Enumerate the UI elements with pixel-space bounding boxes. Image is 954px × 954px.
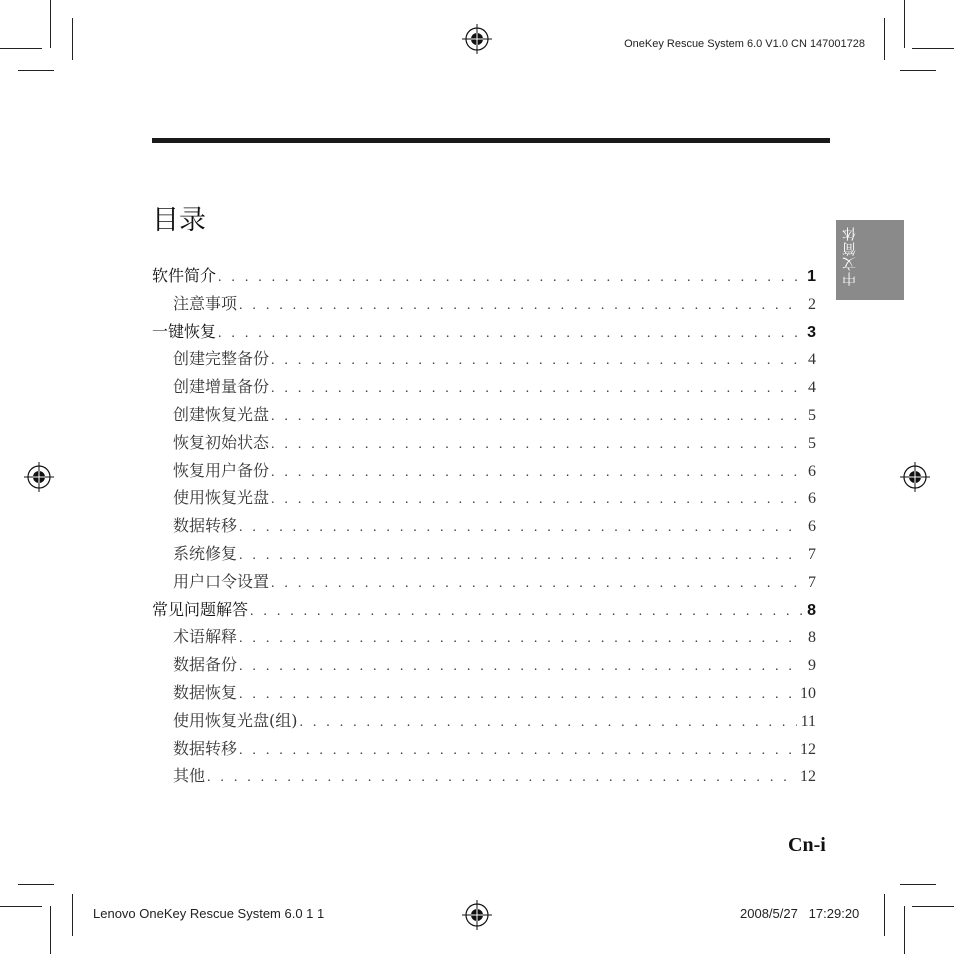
- toc-entry-page: 6: [808, 518, 816, 536]
- toc-dot-leader: [218, 264, 802, 292]
- crop-mark: [904, 906, 905, 954]
- crop-mark: [18, 70, 54, 71]
- toc-entry[interactable]: [152, 762, 816, 790]
- toc-entry[interactable]: [152, 679, 816, 707]
- toc-entry-page: 4: [808, 351, 816, 369]
- toc-dot-leader: [239, 737, 796, 765]
- toc-entry-page: 5: [808, 406, 816, 424]
- registration-mark-icon: [900, 462, 930, 492]
- crop-mark: [904, 0, 905, 48]
- registration-mark-icon: [24, 462, 54, 492]
- page-title: 目录: [152, 205, 206, 236]
- registration-mark-icon: [462, 24, 492, 54]
- crop-mark: [50, 0, 51, 48]
- toc-entry-page: 4: [808, 379, 816, 397]
- crop-mark: [72, 18, 73, 60]
- toc-entry[interactable]: [152, 540, 816, 568]
- toc-entry-label: 数据转移: [173, 738, 238, 758]
- toc-entry-page: 11: [800, 712, 816, 730]
- toc-entry-label: 其他: [173, 766, 206, 786]
- crop-mark: [912, 906, 954, 907]
- toc-entry[interactable]: [152, 429, 816, 457]
- toc-entry-page: 3: [807, 323, 816, 341]
- toc-entry[interactable]: [152, 512, 816, 540]
- crop-mark: [884, 18, 885, 60]
- toc-entry-label: 创建恢复光盘: [173, 404, 270, 424]
- toc-dot-leader: [239, 514, 802, 542]
- toc-dot-leader: [271, 431, 802, 459]
- toc-entry[interactable]: [152, 262, 816, 290]
- toc-entry-page: 7: [808, 545, 816, 563]
- table-of-contents: [152, 262, 816, 790]
- toc-entry-label: 常见问题解答: [152, 599, 249, 619]
- toc-entry-label: 数据备份: [173, 655, 238, 675]
- toc-entry-page: 12: [800, 740, 816, 758]
- toc-entry-label: 数据恢复: [173, 682, 238, 702]
- toc-entry-page: 6: [808, 462, 816, 480]
- toc-entry[interactable]: [152, 623, 816, 651]
- toc-entry-page: 5: [808, 434, 816, 452]
- toc-entry-label: 术语解释: [173, 627, 238, 647]
- toc-dot-leader: [271, 403, 802, 431]
- registration-mark-icon: [462, 900, 492, 930]
- toc-entry[interactable]: [152, 735, 816, 763]
- crop-mark: [0, 906, 42, 907]
- footer-file-info: Lenovo OneKey Rescue System 6.0 1 1: [93, 906, 325, 921]
- toc-entry[interactable]: [152, 568, 816, 596]
- toc-dot-leader: [271, 375, 802, 403]
- toc-entry[interactable]: [152, 345, 816, 373]
- toc-dot-leader: [271, 459, 802, 487]
- toc-dot-leader: [271, 486, 802, 514]
- toc-entry-label: 软件简介: [152, 266, 217, 285]
- toc-entry[interactable]: [152, 484, 816, 512]
- crop-mark: [72, 894, 73, 936]
- toc-entry-page: 8: [808, 629, 816, 647]
- crop-mark: [50, 906, 51, 954]
- toc-entry[interactable]: [152, 651, 816, 679]
- toc-dot-leader: [239, 292, 802, 320]
- toc-entry-label: 使用恢复光盘(组): [173, 710, 298, 730]
- toc-dot-leader: [239, 681, 796, 709]
- toc-entry[interactable]: [152, 596, 816, 624]
- toc-dot-leader: [239, 542, 802, 570]
- toc-entry-label: 用户口令设置: [173, 571, 270, 591]
- toc-dot-leader: [207, 764, 796, 792]
- toc-dot-leader: [239, 625, 802, 653]
- toc-entry-label: 数据转移: [173, 516, 238, 536]
- toc-entry-label: 创建增量备份: [173, 377, 270, 397]
- toc-entry-page: 1: [807, 268, 816, 285]
- language-tab-label: 中文简体: [842, 226, 858, 286]
- crop-mark: [912, 48, 954, 49]
- toc-entry-page: 7: [808, 573, 816, 591]
- crop-mark: [0, 48, 42, 49]
- toc-entry-page: 12: [800, 768, 816, 786]
- crop-mark: [884, 894, 885, 936]
- toc-entry-page: 9: [808, 657, 816, 675]
- toc-entry-label: 使用恢复光盘: [173, 488, 270, 508]
- toc-dot-leader: [271, 570, 802, 598]
- toc-entry[interactable]: [152, 373, 816, 401]
- toc-entry[interactable]: [152, 457, 816, 485]
- page-number: Cn-i: [788, 834, 826, 856]
- crop-mark: [900, 70, 936, 71]
- toc-entry-page: 6: [808, 490, 816, 508]
- toc-dot-leader: [250, 598, 802, 626]
- toc-entry[interactable]: [152, 707, 816, 735]
- toc-entry-label: 一键恢复: [152, 321, 217, 341]
- toc-entry[interactable]: [152, 318, 816, 346]
- toc-entry-page: 2: [808, 295, 816, 313]
- toc-entry-page: 10: [800, 684, 816, 702]
- toc-entry-label: 恢复用户备份: [173, 460, 270, 480]
- toc-entry-page: 8: [807, 601, 816, 619]
- crop-mark: [900, 884, 936, 885]
- footer-timestamp: 2008/5/27 17:29:20: [740, 906, 860, 921]
- toc-entry-label: 系统修复: [173, 543, 238, 563]
- language-tab: [836, 220, 904, 300]
- title-rule: [152, 138, 830, 143]
- toc-entry-label: 恢复初始状态: [173, 432, 270, 452]
- toc-dot-leader: [239, 653, 802, 681]
- toc-entry[interactable]: [152, 401, 816, 429]
- toc-dot-leader: [300, 709, 797, 737]
- toc-dot-leader: [218, 320, 802, 348]
- document-id: OneKey Rescue System 6.0 V1.0 CN 147001728: [624, 38, 865, 50]
- toc-dot-leader: [271, 347, 802, 375]
- toc-entry-label: 创建完整备份: [173, 349, 270, 369]
- toc-entry-label: 注意事项: [173, 293, 238, 313]
- crop-mark: [18, 884, 54, 885]
- toc-entry[interactable]: [152, 290, 816, 318]
